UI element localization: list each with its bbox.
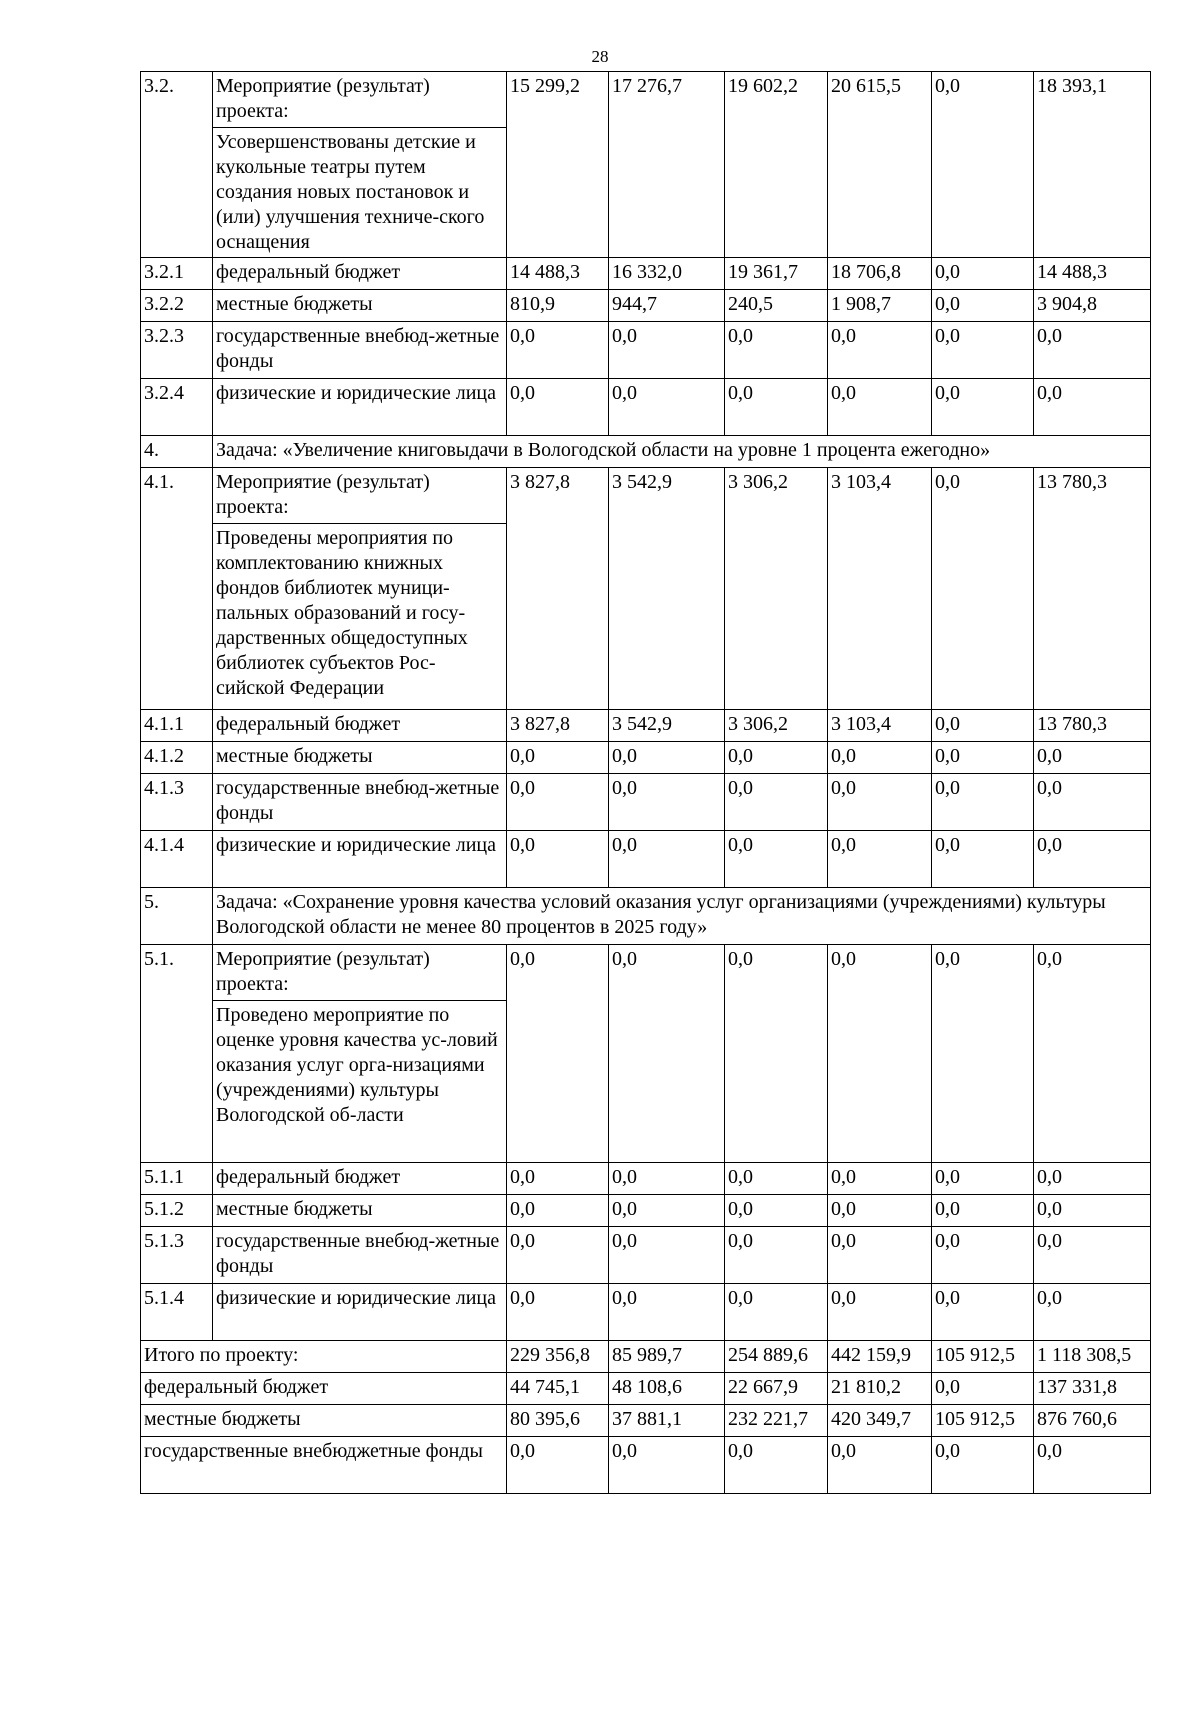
- task-label: Задача: «Сохранение уровня качества условий оказания услуг организациями (учреждениями) культуры Вологодской области не менее 80 процентов в 2025 году»: [213, 888, 1151, 945]
- value-cell: 0,0: [828, 1437, 932, 1494]
- row-number: 4.: [141, 436, 213, 468]
- row-label: физические и юридические лица: [213, 831, 507, 888]
- budget-table: [140, 71, 1151, 1494]
- value-cell: 0,0: [1034, 774, 1151, 831]
- value-cell: 13 780,3: [1034, 468, 1151, 710]
- value-cell: 0,0: [507, 1437, 609, 1494]
- value-cell: 876 760,6: [1034, 1405, 1151, 1437]
- value-cell: 0,0: [828, 1163, 932, 1195]
- value-cell: 0,0: [1034, 1437, 1151, 1494]
- task-row: [141, 888, 1151, 945]
- value-cell: 0,0: [932, 258, 1034, 290]
- row-number: 5.: [141, 888, 213, 945]
- activity-row: [141, 468, 1151, 524]
- value-cell: 0,0: [507, 379, 609, 436]
- value-cell: 0,0: [828, 1227, 932, 1284]
- value-cell: 944,7: [609, 290, 725, 322]
- value-cell: 0,0: [1034, 379, 1151, 436]
- value-cell: 0,0: [932, 945, 1034, 1163]
- row-number: 5.1.1: [141, 1163, 213, 1195]
- value-cell: 0,0: [1034, 1284, 1151, 1341]
- value-cell: 16 332,0: [609, 258, 725, 290]
- value-cell: 229 356,8: [507, 1341, 609, 1373]
- value-cell: 105 912,5: [932, 1341, 1034, 1373]
- value-cell: 0,0: [609, 322, 725, 379]
- row-label: федеральный бюджет: [213, 1163, 507, 1195]
- value-cell: 0,0: [507, 1227, 609, 1284]
- task-label: Задача: «Увеличение книговыдачи в Вологодской области на уровне 1 процента ежегодно»: [213, 436, 1151, 468]
- row-label: государственные внебюд-жетные фонды: [213, 774, 507, 831]
- value-cell: 0,0: [932, 322, 1034, 379]
- row-number: 5.1.: [141, 945, 213, 1163]
- total-label: Итого по проекту:: [141, 1341, 507, 1373]
- value-cell: 0,0: [609, 945, 725, 1163]
- value-cell: 19 361,7: [725, 258, 828, 290]
- row-label: Мероприятие (результат) проекта:: [213, 468, 507, 524]
- funding-row: [141, 322, 1151, 379]
- value-cell: 0,0: [828, 1195, 932, 1227]
- value-cell: 0,0: [1034, 945, 1151, 1163]
- value-cell: 80 395,6: [507, 1405, 609, 1437]
- funding-row: [141, 774, 1151, 831]
- row-number: 5.1.4: [141, 1284, 213, 1341]
- value-cell: 3 103,4: [828, 468, 932, 710]
- value-cell: 0,0: [932, 710, 1034, 742]
- row-label: физические и юридические лица: [213, 1284, 507, 1341]
- value-cell: 3 306,2: [725, 468, 828, 710]
- total-row: [141, 1405, 1151, 1437]
- value-cell: 14 488,3: [507, 258, 609, 290]
- value-cell: 0,0: [828, 379, 932, 436]
- funding-row: [141, 1284, 1151, 1341]
- activity-description: Проведены мероприятия по комплектованию книжных фондов библиотек муници-пальных образований и госу-дарственных общедоступных библиотек субъектов Рос-сийской Федерации: [213, 524, 507, 710]
- row-label: государственные внебюд-жетные фонды: [213, 1227, 507, 1284]
- value-cell: 0,0: [609, 379, 725, 436]
- row-label: местные бюджеты: [213, 1195, 507, 1227]
- row-label: государственные внебюд-жетные фонды: [213, 322, 507, 379]
- value-cell: 17 276,7: [609, 72, 725, 258]
- row-number: 5.1.2: [141, 1195, 213, 1227]
- value-cell: 0,0: [932, 1284, 1034, 1341]
- value-cell: 0,0: [932, 290, 1034, 322]
- value-cell: 105 912,5: [932, 1405, 1034, 1437]
- value-cell: 0,0: [507, 322, 609, 379]
- value-cell: 3 904,8: [1034, 290, 1151, 322]
- funding-row: [141, 290, 1151, 322]
- value-cell: 0,0: [609, 1437, 725, 1494]
- value-cell: 0,0: [828, 945, 932, 1163]
- funding-row: [141, 1163, 1151, 1195]
- row-number: 4.1.4: [141, 831, 213, 888]
- row-label: Мероприятие (результат) проекта:: [213, 945, 507, 1001]
- value-cell: 22 667,9: [725, 1373, 828, 1405]
- value-cell: 3 542,9: [609, 710, 725, 742]
- row-number: 3.2.4: [141, 379, 213, 436]
- row-number: 4.1.: [141, 468, 213, 710]
- value-cell: 0,0: [609, 1284, 725, 1341]
- value-cell: 18 393,1: [1034, 72, 1151, 258]
- value-cell: 3 827,8: [507, 710, 609, 742]
- page-number: 28: [591, 47, 609, 66]
- row-number: 3.2.1: [141, 258, 213, 290]
- row-number: 3.2.3: [141, 322, 213, 379]
- total-label: федеральный бюджет: [141, 1373, 507, 1405]
- value-cell: 0,0: [932, 1437, 1034, 1494]
- value-cell: 0,0: [725, 1284, 828, 1341]
- value-cell: 0,0: [932, 774, 1034, 831]
- value-cell: 0,0: [828, 774, 932, 831]
- value-cell: 0,0: [932, 831, 1034, 888]
- value-cell: 0,0: [725, 831, 828, 888]
- value-cell: 1 908,7: [828, 290, 932, 322]
- row-label: федеральный бюджет: [213, 258, 507, 290]
- value-cell: 0,0: [1034, 1163, 1151, 1195]
- value-cell: 3 103,4: [828, 710, 932, 742]
- value-cell: 3 542,9: [609, 468, 725, 710]
- value-cell: 14 488,3: [1034, 258, 1151, 290]
- activity-description: Проведено мероприятие по оценке уровня качества ус-ловий оказания услуг орга-низациями (учреждениями) культуры Вологодской об-ласти: [213, 1001, 507, 1163]
- value-cell: 37 881,1: [609, 1405, 725, 1437]
- value-cell: 0,0: [609, 831, 725, 888]
- total-row: [141, 1437, 1151, 1494]
- value-cell: 442 159,9: [828, 1341, 932, 1373]
- value-cell: 0,0: [609, 1195, 725, 1227]
- funding-row: [141, 258, 1151, 290]
- value-cell: 240,5: [725, 290, 828, 322]
- value-cell: 0,0: [932, 1163, 1034, 1195]
- value-cell: 3 827,8: [507, 468, 609, 710]
- funding-row: [141, 742, 1151, 774]
- funding-row: [141, 831, 1151, 888]
- value-cell: 0,0: [507, 774, 609, 831]
- value-cell: 0,0: [1034, 1195, 1151, 1227]
- total-row: [141, 1373, 1151, 1405]
- value-cell: 0,0: [828, 322, 932, 379]
- value-cell: 0,0: [507, 742, 609, 774]
- value-cell: 0,0: [1034, 831, 1151, 888]
- value-cell: 21 810,2: [828, 1373, 932, 1405]
- value-cell: 0,0: [725, 1163, 828, 1195]
- row-label: федеральный бюджет: [213, 710, 507, 742]
- value-cell: 19 602,2: [725, 72, 828, 258]
- funding-row: [141, 379, 1151, 436]
- value-cell: 0,0: [725, 774, 828, 831]
- value-cell: 0,0: [507, 945, 609, 1163]
- value-cell: 15 299,2: [507, 72, 609, 258]
- value-cell: 3 306,2: [725, 710, 828, 742]
- row-number: 4.1.2: [141, 742, 213, 774]
- value-cell: 0,0: [725, 945, 828, 1163]
- value-cell: 0,0: [1034, 742, 1151, 774]
- row-label: Мероприятие (результат) проекта:: [213, 72, 507, 128]
- value-cell: 0,0: [507, 831, 609, 888]
- value-cell: 0,0: [932, 1373, 1034, 1405]
- value-cell: 0,0: [609, 1227, 725, 1284]
- value-cell: 0,0: [725, 322, 828, 379]
- value-cell: 20 615,5: [828, 72, 932, 258]
- value-cell: 18 706,8: [828, 258, 932, 290]
- activity-row: [141, 72, 1151, 128]
- row-label: физические и юридические лица: [213, 379, 507, 436]
- value-cell: 1 118 308,5: [1034, 1341, 1151, 1373]
- value-cell: 0,0: [507, 1195, 609, 1227]
- funding-row: [141, 1227, 1151, 1284]
- value-cell: 0,0: [609, 1163, 725, 1195]
- task-row: [141, 436, 1151, 468]
- row-number: 3.2.: [141, 72, 213, 258]
- value-cell: 0,0: [828, 742, 932, 774]
- activity-row: [141, 945, 1151, 1001]
- value-cell: 0,0: [725, 379, 828, 436]
- value-cell: 0,0: [1034, 322, 1151, 379]
- value-cell: 0,0: [932, 72, 1034, 258]
- value-cell: 0,0: [725, 1227, 828, 1284]
- total-label: государственные внебюджетные фонды: [141, 1437, 507, 1494]
- value-cell: 0,0: [932, 1227, 1034, 1284]
- value-cell: 0,0: [609, 774, 725, 831]
- value-cell: 13 780,3: [1034, 710, 1151, 742]
- value-cell: 0,0: [725, 1437, 828, 1494]
- value-cell: 85 989,7: [609, 1341, 725, 1373]
- value-cell: 232 221,7: [725, 1405, 828, 1437]
- value-cell: 0,0: [609, 742, 725, 774]
- total-label: местные бюджеты: [141, 1405, 507, 1437]
- row-number: 4.1.1: [141, 710, 213, 742]
- value-cell: 0,0: [725, 1195, 828, 1227]
- value-cell: 0,0: [507, 1163, 609, 1195]
- value-cell: 810,9: [507, 290, 609, 322]
- value-cell: 0,0: [932, 1195, 1034, 1227]
- value-cell: 0,0: [1034, 1227, 1151, 1284]
- value-cell: 254 889,6: [725, 1341, 828, 1373]
- funding-row: [141, 1195, 1151, 1227]
- row-number: 5.1.3: [141, 1227, 213, 1284]
- value-cell: 0,0: [507, 1284, 609, 1341]
- value-cell: 420 349,7: [828, 1405, 932, 1437]
- row-number: 4.1.3: [141, 774, 213, 831]
- row-label: местные бюджеты: [213, 742, 507, 774]
- value-cell: 0,0: [828, 831, 932, 888]
- funding-row: [141, 710, 1151, 742]
- value-cell: 0,0: [932, 379, 1034, 436]
- activity-description: Усовершенствованы детские и кукольные театры путем создания новых постановок и (или) улучшения техниче-ского оснащения: [213, 128, 507, 258]
- value-cell: 0,0: [932, 468, 1034, 710]
- value-cell: 0,0: [932, 742, 1034, 774]
- total-row: [141, 1341, 1151, 1373]
- value-cell: 48 108,6: [609, 1373, 725, 1405]
- row-label: местные бюджеты: [213, 290, 507, 322]
- value-cell: 44 745,1: [507, 1373, 609, 1405]
- value-cell: 0,0: [725, 742, 828, 774]
- row-number: 3.2.2: [141, 290, 213, 322]
- value-cell: 0,0: [828, 1284, 932, 1341]
- value-cell: 137 331,8: [1034, 1373, 1151, 1405]
